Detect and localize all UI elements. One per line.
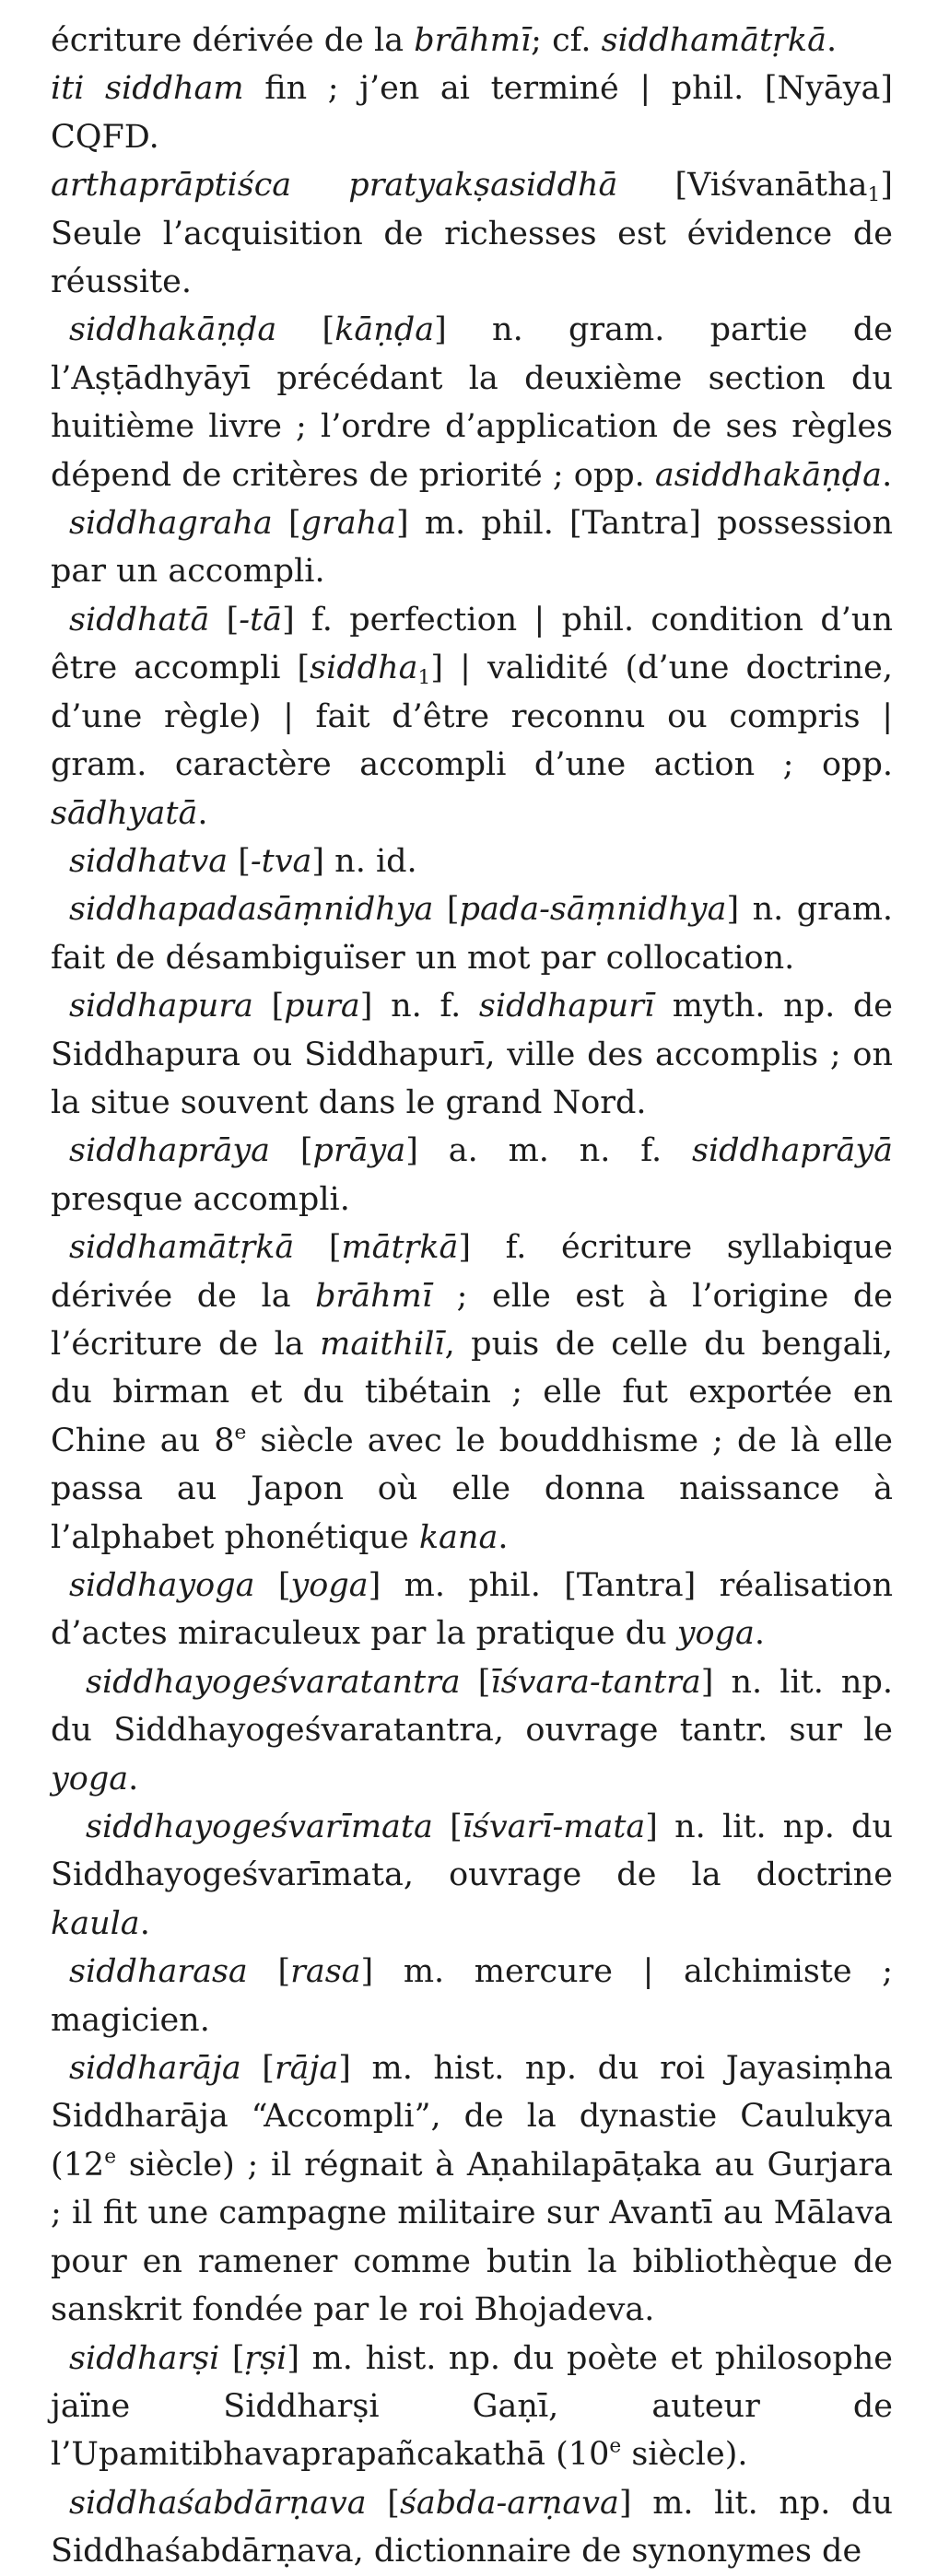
entry-siddhapraya: siddhaprāya [prāya] a. m. n. f. siddhaprāyā presque accompli. — [51, 1132, 894, 1218]
entry-siddhayogesvarimata: siddhayogeśvarīmata [īśvarī-mata] n. lit. np. du Siddhayogeśvarīmata, ouvrage de la doctrine kaula. — [51, 1809, 893, 1942]
entry-siddhata: siddhatā [-tā] f. perfection | phil. condition d’un être accompli [siddha$_1$] | validité (d’une doctrine, d’une règle) | fait d’être reconnu ou compris | gram. caractère accompli d’une action ; opp. sādhyatā. — [51, 601, 894, 832]
entry-siddharasa: siddharasa [rasa] m. mercure | alchimiste ; magicien. — [51, 1953, 894, 2039]
entry-siddharsi: siddharṣi [ṛṣi] m. hist. np. du poète et philosophe jaïne Siddharṣi Gaṇī, auteur de l’Upamitibhavaprapañcakathā (10e siècle). — [51, 2339, 893, 2474]
entry-siddhagraha: siddhagraha [graha] m. phil. [Tantra] possession par un accompli. — [51, 505, 894, 591]
entry-continuation: écriture dérivée de la brāhmī; cf. siddhamātṛkā. — [51, 22, 838, 59]
entry-siddhatva: siddhatva [-tva] n. id. — [69, 842, 417, 880]
entry-siddhayoga: siddhayoga [yoga] m. phil. [Tantra] réalisation d’actes miraculeux par la pratique du yoga. — [51, 1567, 893, 1653]
entry-siddhayogesvaratantra: siddhayogeśvaratantra [īśvara-tantra] n. lit. np. du Siddhayogeśvaratantra, ouvrage tantr. sur le yoga. — [51, 1663, 894, 1797]
entry-siddhasabdarnava: siddhaśabdārṇava [śabda-arṇava] m. lit. np. du Siddhaśabdārṇava, dictionnaire de synonymes de — [51, 2484, 893, 2570]
entry-siddhapadasamnidhya: siddhapadasāṃnidhya [pada-sāṃnidhya] n. gram. fait de désambiguïser un mot par collocation. — [51, 891, 894, 977]
entry-example-quote: arthaprāptiśca pratyakṣasiddhā [Viśvanātha$_1$] Seule l’acquisition de richesses est évidence de réussite. — [51, 167, 893, 301]
entry-siddharaja: siddharāja [rāja] m. hist. np. du roi Jayasiṃha Siddharāja “Accompli”, de la dynastie Caulukya (12e siècle) ; il régnait à Aṇahilapāṭaka au Gurjara ; il fit une campagne militaire sur Avantī au Mālava pour en ramener comme butin la bibliothèque de sanskrit fondée par le roi Bhojadeva. — [51, 2050, 893, 2329]
entry-siddhakanda: siddhakāṇḍa [kāṇḍa] n. gram. partie de l’Aṣṭādhyāyī précédant la deuxième section du huitième livre ; l’ordre d’application de ses règles dépend de critères de priorité ; opp. asiddhakāṇḍa. — [51, 311, 894, 494]
entry-example-iti-siddham: iti siddham fin ; j’en ai terminé | phil. [Nyāya] CQFD. — [51, 70, 894, 156]
entry-siddhamatrka: siddhamātṛkā [mātṛkā] f. écriture syllabique dérivée de la brāhmī ; elle est à l’origine de l’écriture de la maithilī, puis de celle du bengali, du birman et du tibétain ; elle fut exportée en Chine au 8e siècle avec le bouddhisme ; de là elle passa au Japon où elle donna naissance à l’alphabet phonétique kana. — [51, 1229, 894, 1556]
entry-siddhapura: siddhapura [pura] n. f. siddhapurī myth. np. de Siddhapura ou Siddhapurī, ville des accomplis ; on la situe souvent dans le grand Nord. — [51, 988, 894, 1121]
